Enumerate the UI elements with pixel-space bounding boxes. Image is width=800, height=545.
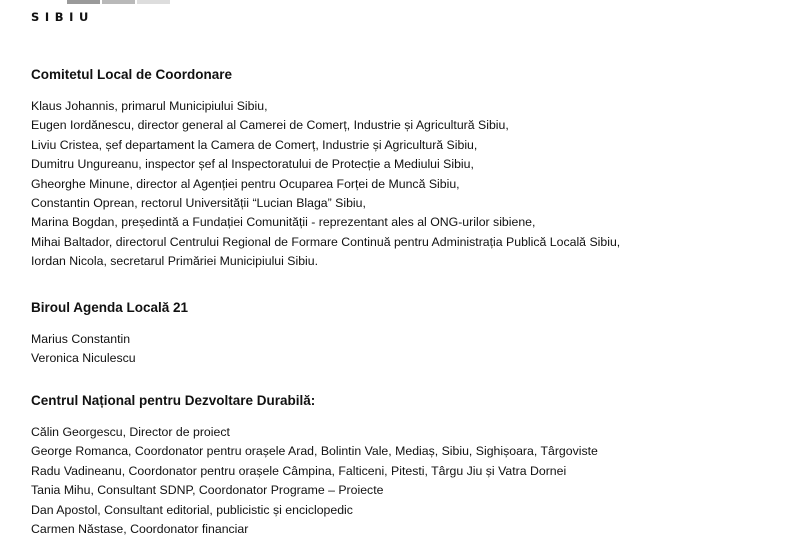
member-list	[31, 97, 771, 272]
section-local-coordination-committee	[31, 67, 771, 272]
list-item: Constantin Oprean, rectorul Universității “Lucian Blaga” Sibiu,	[31, 196, 366, 211]
section-title: Comitetul Local de Coordonare	[31, 67, 233, 82]
section-title: Biroul Agenda Locală 21	[31, 300, 189, 315]
decorative-bar	[137, 0, 170, 4]
list-item: Klaus Johannis, primarul Municipiului Sibiu,	[31, 99, 268, 113]
list-item: Dumitru Ungureanu, inspector șef al Inspectoratului de Protecție a Mediului Sibiu,	[31, 157, 474, 172]
decorative-bar	[67, 0, 100, 4]
list-item: Călin Georgescu, Director de proiect	[31, 425, 230, 439]
list-item: Liviu Cristea, șef departament la Camera de Comerț, Industrie și Agricultură Sibiu,	[31, 137, 478, 152]
member-list	[31, 330, 771, 369]
list-item: Eugen Iordănescu, director general al Camerei de Comerț, Industrie și Agricultură Sibiu,	[31, 118, 509, 133]
top-decorative-bars	[67, 0, 170, 4]
decorative-bar	[102, 0, 135, 4]
list-item: Marina Bogdan, președintă a Fundației Comunității - reprezentant ales al ONG-urilor sibiene,	[31, 215, 536, 230]
list-item: Dan Apostol, Consultant editorial, publicistic și enciclopedic	[31, 502, 353, 517]
list-item: Radu Vadineanu, Coordonator pentru orașele Câmpina, Falticeni, Pitesti, Târgu Jiu și Vatra Dornei	[31, 463, 567, 478]
list-item: Veronica Niculescu	[31, 351, 136, 366]
list-item: George Romanca, Coordonator pentru orașele Arad, Bolintin Vale, Mediaș, Sibiu, Sighișoara, Târgoviste	[31, 444, 598, 459]
section-agenda-21-bureau	[31, 300, 771, 369]
list-item: Tania Mihu, Consultant SDNP, Coordonator Programe – Proiecte	[31, 483, 384, 498]
list-item: Gheorghe Minune, director al Agenției pentru Ocuparea Forței de Muncă Sibiu,	[31, 176, 460, 191]
section-title: Centrul Național pentru Dezvoltare Durabilă:	[31, 393, 316, 408]
list-item: Iordan Nicola, secretarul Primăriei Municipiului Sibiu.	[31, 254, 319, 269]
list-item: Carmen Năstase, Coordonator financiar	[31, 522, 249, 537]
member-list	[31, 423, 771, 539]
section-national-center-sustainable-development	[31, 393, 771, 539]
list-item: Mihai Baltador, directorul Centrului Regional de Formare Continuă pentru Administrația Publică Locală Sibiu,	[31, 234, 621, 249]
list-item: Marius Constantin	[31, 332, 131, 346]
page-header-city: SIBIU	[31, 10, 94, 24]
